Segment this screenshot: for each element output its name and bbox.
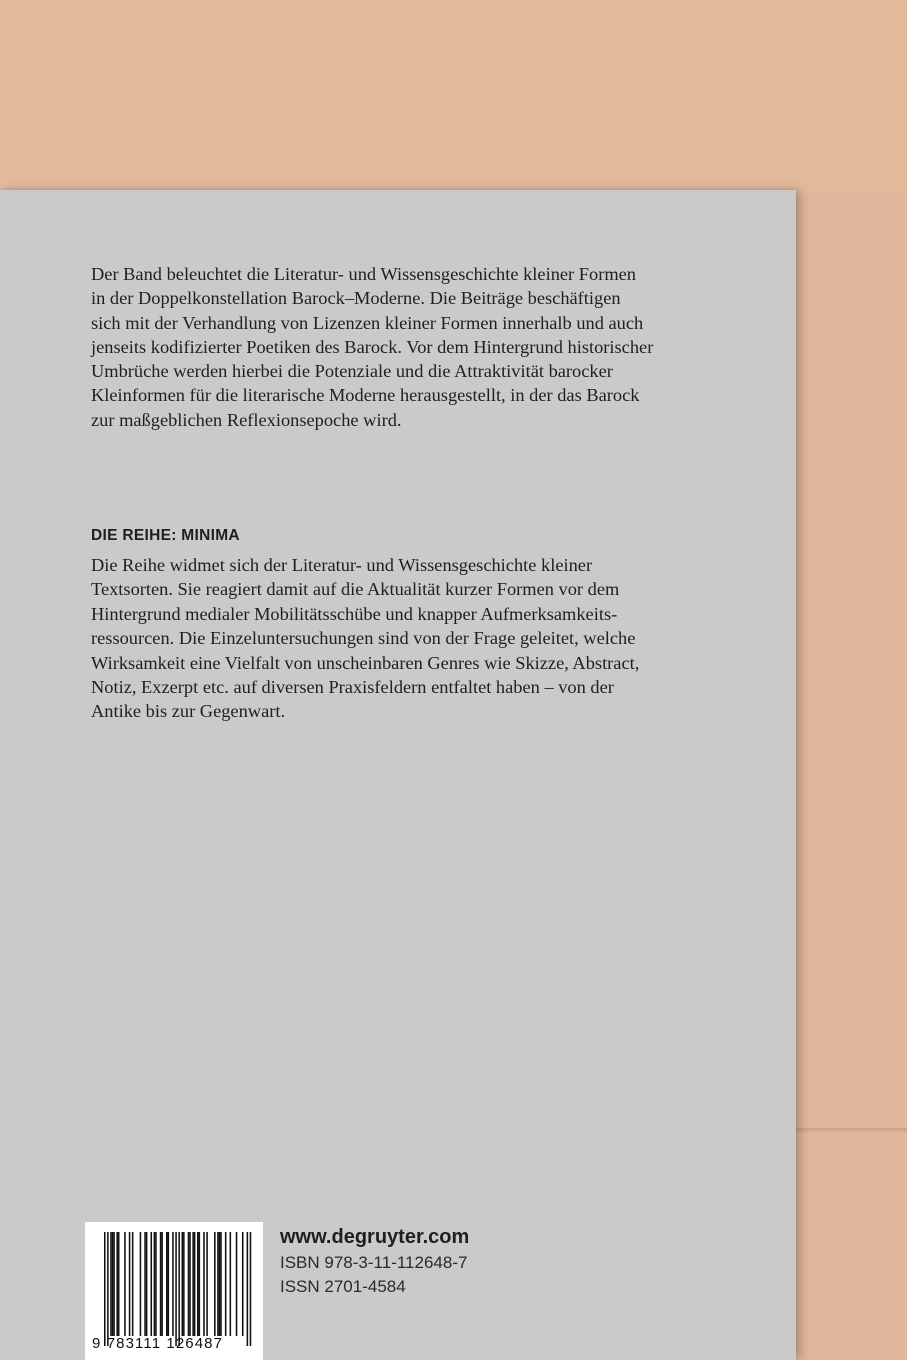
barcode-guard-bar (250, 1232, 252, 1346)
publisher-info (280, 1223, 469, 1299)
blurb-line: Kleinformen für die literarische Moderne herausgestellt, in der das Barock (91, 385, 640, 406)
issn-number: ISSN 2701-4584 (280, 1277, 406, 1296)
series-line: Die Reihe widmet sich der Literatur- und Wissensgeschichte kleiner (91, 555, 593, 575)
barcode-bar (146, 1232, 148, 1336)
barcode-bar (155, 1232, 157, 1336)
barcode-bar (172, 1232, 174, 1336)
barcode-bar (144, 1232, 146, 1336)
panel-edge-shadow (796, 1128, 907, 1134)
barcode-guard-bar (247, 1232, 249, 1346)
barcode-bar (197, 1232, 199, 1336)
barcode-bar (242, 1232, 244, 1336)
series-line: ressourcen. Die Einzeluntersuchungen sind von der Frage geleitet, welche (91, 628, 636, 649)
series-heading: DIE REIHE: MINIMA (91, 527, 240, 544)
barcode-bar (206, 1232, 208, 1336)
barcode-bar (220, 1232, 222, 1336)
series-line: Antike bis zur Gegenwart. (91, 701, 286, 722)
barcode-bar (132, 1232, 134, 1336)
barcode-bar (194, 1232, 196, 1336)
barcode-bar (112, 1232, 114, 1336)
barcode-bar (199, 1232, 201, 1336)
barcode-bar (225, 1232, 227, 1336)
blurb-line: Der Band beleuchtet die Literatur- und Wissensgeschichte kleiner Formen (91, 264, 636, 284)
isbn-barcode (85, 1222, 263, 1360)
book-blurb (91, 262, 751, 432)
blurb-line: in der Doppelkonstellation Barock–Moderne. Die Beiträge beschäftigen (91, 288, 621, 309)
barcode-guard-bar (178, 1232, 180, 1346)
barcode-guard-bar (175, 1232, 177, 1346)
barcode-bar (182, 1232, 184, 1336)
barcode-guard-bar (107, 1232, 109, 1346)
barcode-bar (230, 1232, 232, 1336)
barcode-bar (151, 1232, 153, 1336)
barcode-bar (183, 1232, 185, 1336)
blurb-line: Umbrüche werden hierbei die Potenziale und die Attraktivität barocker (91, 361, 613, 382)
series-line: Notiz, Exzerpt etc. auf diversen Praxisfeldern entfaltet haben – von der (91, 677, 614, 698)
barcode-bar (110, 1232, 112, 1336)
barcode-bar (188, 1232, 190, 1336)
blurb-line: jenseits kodifizierter Poetiken des Barock. Vor dem Hintergrund historischer (91, 336, 654, 357)
blurb-line: zur maßgeblichen Reflexionsepoche wird. (91, 409, 402, 430)
barcode-bar (124, 1232, 126, 1336)
series-line: Wirksamkeit eine Vielfalt von unscheinbaren Genres wie Skizze, Abstract, (91, 652, 640, 673)
barcode-bar (129, 1232, 131, 1336)
barcode-bar (203, 1232, 205, 1336)
barcode-digits: 9 783111 126487 (92, 1335, 224, 1352)
background-strip (0, 0, 907, 190)
barcode-bar (118, 1232, 120, 1336)
barcode-guard-bar (104, 1232, 106, 1346)
barcode-bar (214, 1232, 216, 1336)
isbn-number: ISBN 978-3-11-112648-7 (280, 1253, 468, 1272)
barcode-bar (192, 1232, 194, 1336)
barcode-bar (160, 1232, 162, 1336)
barcode-bar (113, 1232, 115, 1336)
series-line: Textsorten. Sie reagiert damit auf die Aktualität kurzer Formen vor dem (91, 579, 620, 600)
barcode-bar (140, 1232, 142, 1336)
blurb-line: sich mit der Verhandlung von Lizenzen kleiner Formen innerhalb und auch (91, 312, 644, 333)
barcode-bar (219, 1232, 221, 1336)
series-line: Hintergrund medialer Mobilitätsschübe und knapper Aufmerksamkeits- (91, 603, 618, 624)
barcode-bar (236, 1232, 238, 1336)
series-description (91, 553, 751, 724)
barcode-bar (166, 1232, 168, 1336)
barcode-bar (168, 1232, 170, 1336)
barcode-bar (217, 1232, 219, 1336)
barcode-bar (189, 1232, 191, 1336)
publisher-website-link[interactable]: www.degruyter.com (280, 1226, 470, 1248)
barcode-bar (154, 1232, 156, 1336)
barcode-bar (161, 1232, 163, 1336)
barcode-bar (116, 1232, 118, 1336)
